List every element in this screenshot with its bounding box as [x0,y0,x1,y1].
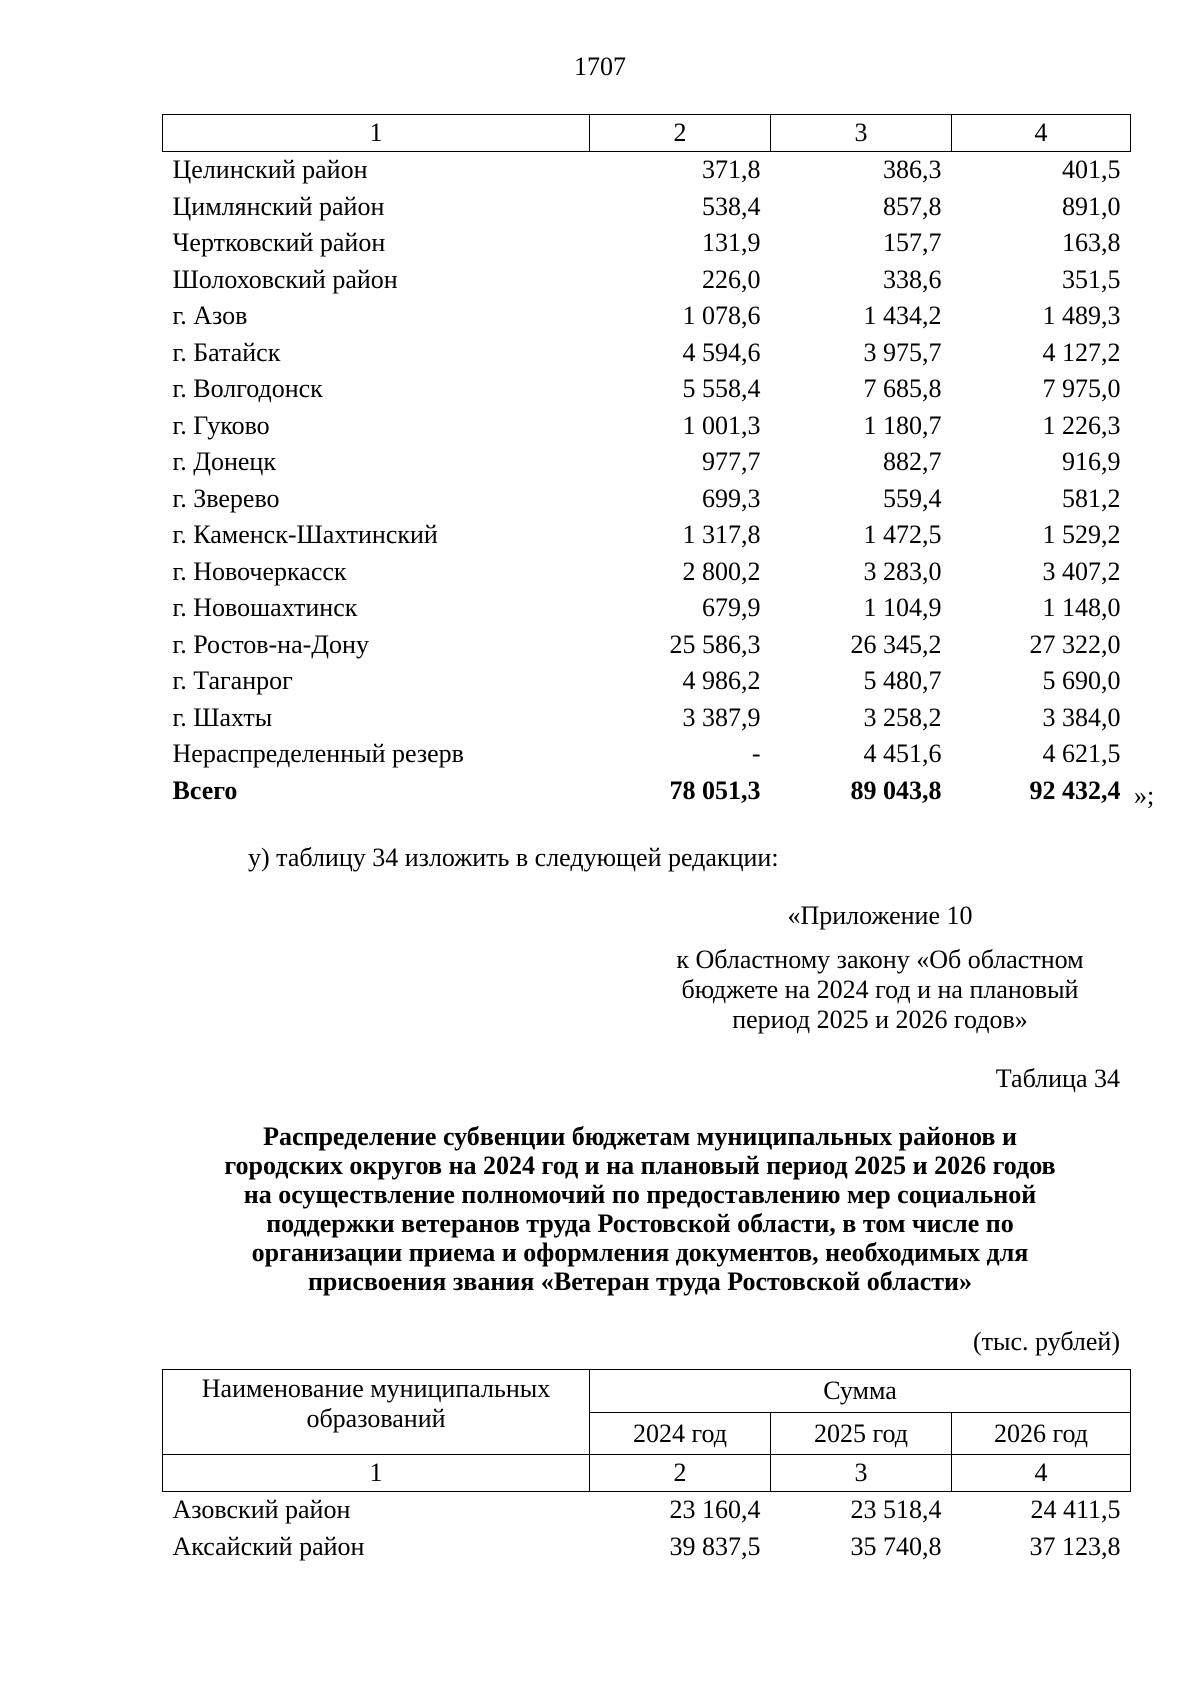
value-2026: 24 411,5 [1030,1495,1121,1524]
title-line: организации приема и оформления документов, необходимых для [251,1238,1029,1267]
value-2025: 882,7 [883,447,942,476]
table-row [163,262,1131,299]
value-2025: 1 180,7 [863,410,942,440]
column-number: 3 [771,1455,952,1492]
municipality-name: г. Каменск-Шахтинский [172,520,438,549]
value-2025: 3 283,0 [863,556,942,586]
column-number: 2 [590,115,771,152]
table-row [163,371,1131,408]
page-number: 1707 [574,52,626,81]
column-header-sum: Сумма [590,1370,1131,1413]
value-2026: 1 226,3 [1042,410,1121,440]
municipality-name: Целинский район [172,155,368,184]
table-row [163,627,1131,664]
table-row [163,152,1131,189]
title-line: поддержки ветеранов труда Ростовской области, в том числе по [266,1209,1014,1238]
value-2026: 401,5 [1062,155,1121,184]
value-2024: 679,9 [702,593,761,622]
value-2026: 27 322,0 [1029,629,1121,659]
value-2024: 226,0 [702,264,761,294]
value-2025: 157,7 [883,228,942,257]
value-2024: 1 078,6 [682,301,761,330]
title-line: городских округов на 2024 год и на плановый период 2025 и 2026 годов [224,1151,1056,1180]
column-header-name [163,1370,590,1455]
value-2024: - [751,739,761,768]
table-row [163,225,1131,262]
table-row [163,554,1131,591]
value-2024: 1 317,8 [682,520,761,549]
value-2025: 3 258,2 [863,702,942,732]
value-2025: 386,3 [883,155,942,184]
title-line: присвоения звания «Ветеран труда Ростовской области» [307,1267,973,1296]
municipality-name: Чертковский район [172,228,386,257]
appendix-number: «Приложение 10 [787,901,973,930]
total-label: Всего [172,775,238,805]
table-row [163,444,1131,481]
table-row [163,517,1131,554]
appendix-line: к Областному закону «Об областном [676,945,1084,974]
total-2026: 92 432,4 [1029,775,1121,805]
value-2025: 559,4 [883,483,942,513]
value-2025: 5 480,7 [863,666,942,695]
value-2024: 3 387,9 [682,702,761,732]
value-2024: 39 837,5 [669,1531,761,1561]
table-row [163,189,1131,226]
table-label: Таблица 34 [995,1064,1120,1093]
value-2024: 4 986,2 [682,666,761,695]
column-number-row [163,115,1131,152]
column-number: 4 [952,115,1131,152]
municipality-name: г. Новочеркасск [172,556,347,586]
column-number: 1 [163,115,590,152]
title-line: на осуществление полномочий по предоставлению мер социальной [243,1180,1037,1209]
value-2024: 131,9 [702,228,761,257]
municipality-name: Нераспределенный резерв [172,739,464,768]
municipality-name: г. Новошахтинск [172,593,358,622]
value-2025: 857,8 [883,191,942,221]
value-2026: 3 407,2 [1042,556,1121,586]
value-2026: 163,8 [1062,228,1121,257]
value-2025: 26 345,2 [850,629,942,659]
appendix-line: период 2025 и 2026 годов» [732,1005,1028,1034]
table-34 [162,1369,1131,1565]
title-line: Распределение субвенции бюджетам муниципальных районов и [263,1122,1017,1151]
value-2026: 1 529,2 [1042,520,1121,549]
column-number-row [163,1455,1131,1492]
table-row [163,1492,1131,1529]
municipality-name: г. Донецк [172,447,276,476]
column-header-name-line: Наименование муниципальных [201,1374,551,1403]
value-2026: 916,9 [1062,447,1121,476]
municipality-name: Шолоховский район [172,264,398,294]
value-2026: 4 621,5 [1042,739,1121,768]
municipality-name: г. Ростов-на-Дону [172,629,369,659]
header-row [163,1370,1131,1413]
value-2026: 351,5 [1062,264,1121,294]
value-2026: 581,2 [1062,483,1121,513]
value-2024: 4 594,6 [682,337,761,367]
total-2025: 89 043,8 [850,775,942,805]
municipality-name: г. Батайск [172,337,281,367]
municipality-name: г. Таганрог [172,666,293,695]
value-2024: 23 160,4 [669,1495,761,1524]
municipality-name: Аксайский район [172,1531,365,1561]
table-row [163,408,1131,445]
municipality-name: г. Азов [172,301,248,330]
value-2025: 1 472,5 [863,520,942,549]
value-2026: 37 123,8 [1029,1531,1121,1561]
value-2026: 1 148,0 [1042,593,1121,622]
municipality-name: г. Зверево [172,483,280,513]
value-2025: 338,6 [883,264,942,294]
closing-quote: »; [1134,781,1155,810]
table-row [163,1529,1131,1566]
table-row [163,663,1131,700]
municipality-name: Цимлянский район [172,191,385,221]
value-2025: 1 434,2 [863,301,942,330]
value-2025: 23 518,4 [850,1495,942,1524]
table-row [163,335,1131,372]
value-2024: 1 001,3 [682,410,761,440]
column-number: 2 [590,1455,771,1492]
appendix-line: бюджете на 2024 год и на плановый [681,975,1079,1004]
value-2025: 7 685,8 [863,374,942,403]
value-2024: 25 586,3 [669,629,761,659]
value-2025: 1 104,9 [863,593,942,622]
value-2024: 5 558,4 [682,374,761,403]
column-header-name-line: образований [306,1404,446,1433]
value-2024: 977,7 [702,447,761,476]
instruction-text: у) таблицу 34 изложить в следующей редакции: [248,843,779,872]
column-number: 4 [952,1455,1131,1492]
table-title [150,1122,1130,1296]
appendix-reference [640,901,1120,1035]
table-row [163,736,1131,773]
value-2024: 699,3 [702,483,761,513]
municipality-name: г. Волгодонск [172,374,323,403]
column-number: 1 [163,1455,590,1492]
value-2026: 4 127,2 [1042,337,1121,367]
municipality-name: г. Шахты [172,702,273,732]
municipality-name: г. Гуково [172,410,270,440]
value-2026: 1 489,3 [1042,301,1121,330]
total-2024: 78 051,3 [669,775,761,805]
column-header-2026: 2026 год [952,1413,1131,1455]
value-2026: 7 975,0 [1042,374,1121,403]
value-2024: 538,4 [702,191,761,221]
column-number: 3 [771,115,952,152]
total-row [163,773,1131,810]
table-row [163,298,1131,335]
table-row [163,590,1131,627]
column-header-2024: 2024 год [590,1413,771,1455]
table-continuation [162,114,1131,809]
municipality-name: Азовский район [172,1495,351,1524]
value-2026: 3 384,0 [1042,702,1121,732]
table-row [163,700,1131,737]
value-2025: 3 975,7 [863,337,942,367]
value-2026: 5 690,0 [1042,666,1121,695]
value-2025: 35 740,8 [850,1531,942,1561]
unit-label: (тыс. рублей) [972,1327,1120,1356]
value-2024: 2 800,2 [682,556,761,586]
column-header-2025: 2025 год [771,1413,952,1455]
value-2024: 371,8 [702,155,761,184]
value-2026: 891,0 [1062,191,1121,221]
table-row [163,481,1131,518]
value-2025: 4 451,6 [863,739,942,768]
